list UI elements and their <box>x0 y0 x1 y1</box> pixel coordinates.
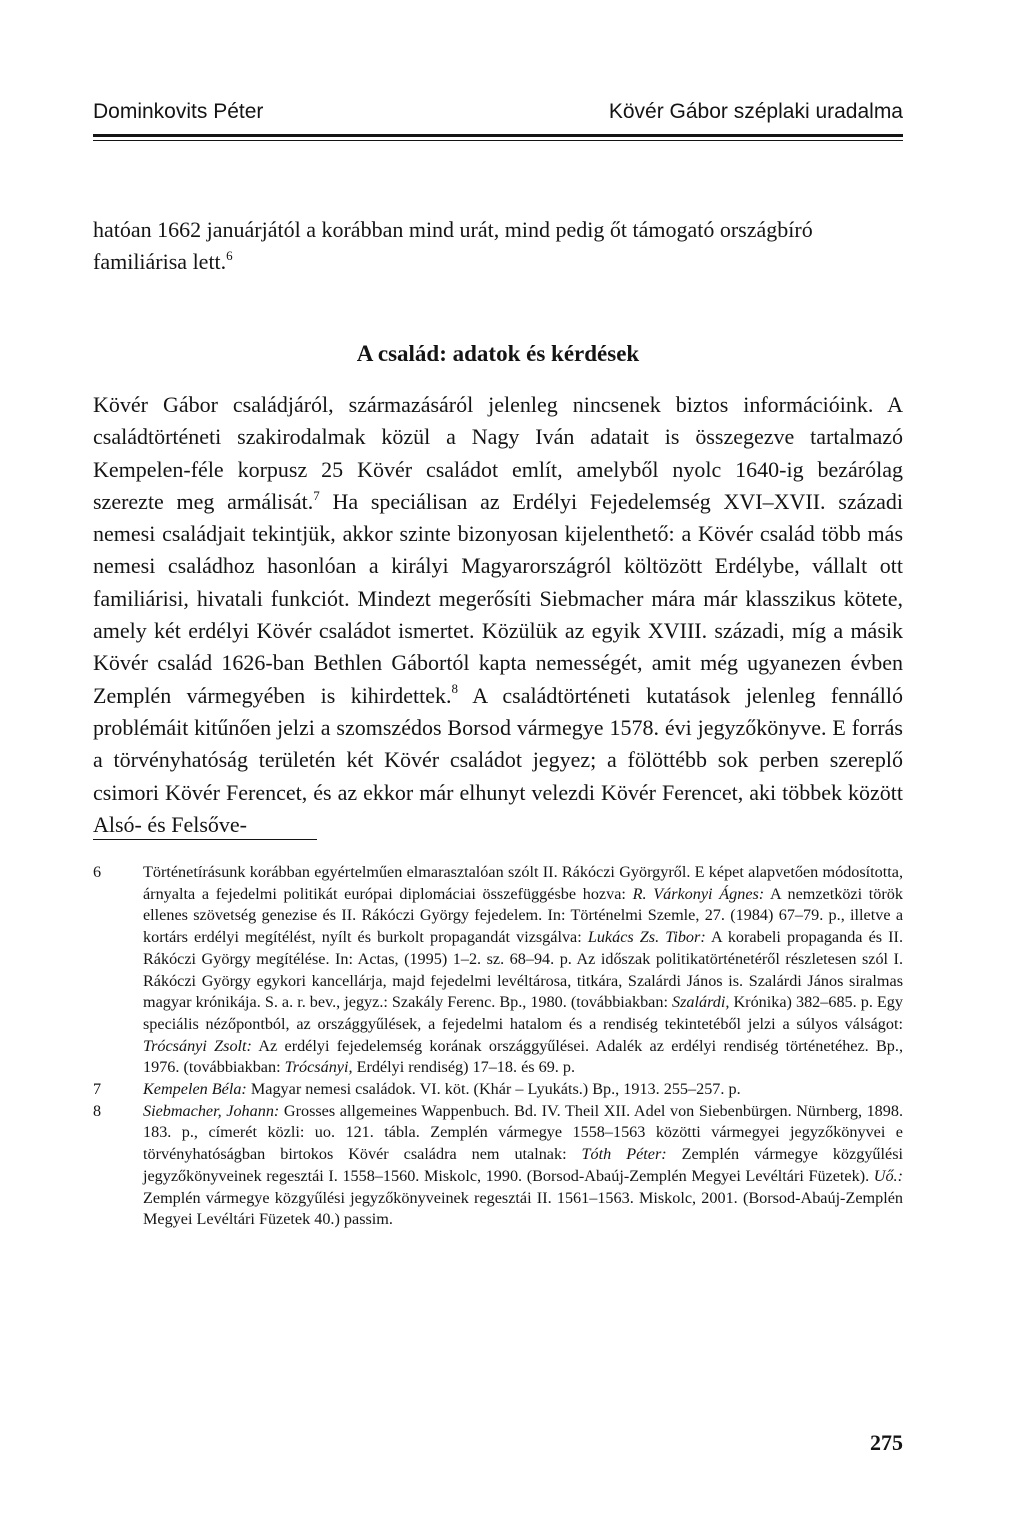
header-rule-thick <box>93 134 903 137</box>
footnote-text: A nemzetközi török ellenes szövetség genezise és II. Rákóczi György fejedelem. In: Történelmi Szemle, 27. (1984) 67–79. p., illetve a kortárs erdélyi megítélést, nyílt és burkolt propagandát vizsgálva: <box>143 884 903 947</box>
footnote-author: Trócsányi Zsolt: <box>143 1036 252 1055</box>
body-sentence-1: Kövér Gábor családjáról, származásáról jelenleg nincsenek biztos információink. A családtörténeti szakirodalmak közül a Nagy Iván adatait is összegezve tartalmazó Kempelen-féle korpusz 25 Kövér családot említ, amelyből nyolc 1640-ig bezárólag szerezte meg armálisát. <box>93 392 903 514</box>
footnote-text: Erdélyi rendiség) 17–18. és 69. p. <box>352 1058 576 1077</box>
body-paragraph <box>93 389 903 841</box>
footnote-separator <box>93 839 317 840</box>
footnote-text: Magyar nemesi családok. VI. köt. (Khár – Lyukáts.) Bp., 1913. 255–257. p. <box>246 1080 741 1099</box>
footnote-number: 7 <box>93 1080 102 1099</box>
footnotes <box>93 862 903 1231</box>
section-heading: A család: adatok és kérdések <box>356 341 640 366</box>
opening-text: hatóan 1662 januárjától a korábban mind urát, mind pedig őt támogató országbíró familiárisa lett. <box>93 217 813 274</box>
footnote-author: Uő.: <box>873 1166 903 1185</box>
footnote-text: Történetírásunk korábban egyértelműen elmarasztalóan szólt II. Rákóczi Györgyről. E képet alapvetően módosította, árnyalta a fejedelmi politikát európai diplomáciai összefüggésbe hozva: <box>143 863 903 903</box>
footnote-number: 6 <box>93 863 102 881</box>
footnote-author: Kempelen Béla: <box>143 1080 247 1099</box>
footnote-text: Zemplén vármegye közgyűlési jegyzőkönyveinek regesztái II. 1561–1563. Miskolc, 2001. (Borsod-Abaúj-Zemplén Megyei Levéltári Füzetek 40.) passim. <box>143 1188 903 1229</box>
footnote-author: Szalárdi, <box>672 993 730 1012</box>
footnote-text: Zemplén vármegye közgyűlési jegyzőkönyveinek regesztái I. 1558–1560. Miskolc, 1990. (Borsod-Abaúj-Zemplén Megyei Levéltári Füzetek). <box>143 1145 903 1185</box>
footnote-author: Tóth Péter: <box>581 1145 667 1164</box>
body-sentence-2: Ha speciálisan az Erdélyi Fejedelemség XVI–XVII. századi nemesi családjait tekintjük, akkor szinte bizonyosan kijelenthető: a Kövér család több más nemesi családhoz hasonlóan a királyi Magyarországról költözött Erdélybe, vállalt ott familiárisi, hivatali funkciót. Mindezt megerősíti Siebmacher mára már klasszikus kötete, amely két erdélyi Kövér családot ismertet. Közülük az egyik XVIII. századi, míg a másik Kövér család 1626-ban Bethlen Gábortól kapta nemességét, amit még ugyanezen évben Zemplén vármegyében is kihirdettek. <box>93 488 903 708</box>
body-sentence-3: A családtörténeti kutatások jelenleg fennálló problémáit kitűnően jelzi a szomszédos Borsod vármegye 1578. évi jegyzőkönyve. E forrás a törvényhatóság területén két Kövér családot jegyez; a fölöttébb sok perben szereplő csimori Kövér Ferencet, és az ekkor már elhunyt velezdi Kövér Ferencet, aki többek között Alsó- és Felsőve- <box>93 682 904 837</box>
footnote-7 <box>93 1079 903 1101</box>
opening-paragraph <box>93 214 903 278</box>
footnote-text: Krónika) 382–685. p. Egy speciális nézőpontból, az országgyűlések, a fejedelmi hatalom és a rendiség tekintetéből jelzi a súlyos válságot: <box>143 993 903 1033</box>
footnote-ref-6: 6 <box>226 247 233 263</box>
footnote-text: A korabeli propaganda és II. Rákóczi György megítélése. In: Actas, (1995) 1–2. sz. 68–94. p. Az időszak politikatörténetéről részletesen szól I. Rákóczi György egykori kancellárja, majd fejedelmi levéltárosa, titkára, Szalárdi János is. Szalárdi János siralmas magyar krónikája. S. a. r. bev., jegyz.: Szakály Ferenc. Bp., 1980. (továbbiakban: <box>143 928 903 1012</box>
footnote-number: 8 <box>93 1101 102 1120</box>
header-author: Dominkovits Péter <box>93 100 264 123</box>
footnote-ref-8: 8 <box>451 681 459 697</box>
header-rule-thin <box>93 140 903 141</box>
footnote-ref-7: 7 <box>313 487 320 503</box>
footnote-8 <box>93 1101 903 1231</box>
running-header <box>93 100 903 132</box>
page-number: 275 <box>870 1430 903 1455</box>
footnote-text: Grosses allgemeines Wappenbuch. Bd. IV. Theil XII. Adel von Siebenbürgen. Nürnberg, 1898. 183. p., címerét közli: uo. 121. tábla. Zemplén vármegye 1558–1563 közötti vármegyei jegyzőkönyvei e törvényhatóságban birtokos Kövér családra nem utalnak: <box>143 1101 903 1164</box>
footnote-author: Siebmacher, Johann: <box>143 1101 280 1120</box>
header-title: Kövér Gábor széplaki uradalma <box>608 100 903 123</box>
footnote-author: R. Várkonyi Ágnes: <box>632 884 765 903</box>
footnote-6 <box>93 862 903 1079</box>
footnote-author: Lukács Zs. Tibor: <box>587 928 706 947</box>
footnote-text: Az erdélyi fejedelemség korának országgyűlései. Adalék az erdélyi rendiség történetéhez. Bp., 1976. (továbbiakban: <box>143 1036 903 1077</box>
footnote-author: Trócsányi, <box>284 1058 353 1077</box>
